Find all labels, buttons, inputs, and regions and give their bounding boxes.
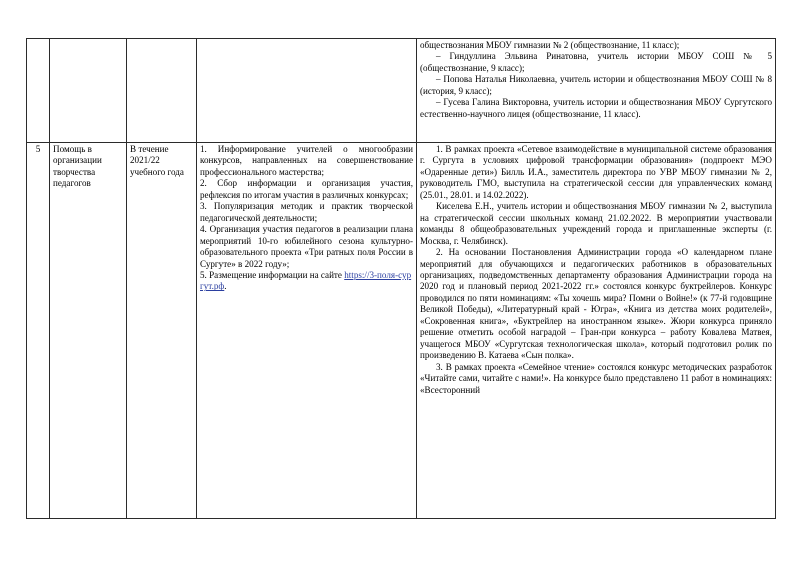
result-paragraph: Киселева Е.Н., учитель истории и обществознания МБОУ гимназии № 2, выступила на стратегической сессии школьных команд 21.02.2022. В мероприятии участвовали команды 8 общеобразовательных учреждений города и приглашенные эксперты (г. Москва, г. Челябинск). — [420, 201, 772, 246]
result-paragraph: – Гусева Галина Викторовна, учитель истории и обществознания МБОУ Сургутского естественно-научного лицея (обществознание, 11 класс). — [420, 97, 772, 119]
activity-paragraph: 3. Популяризация методик и практик творческой педагогической деятельности; — [200, 201, 413, 223]
cell-activity — [197, 39, 417, 143]
table-row — [27, 39, 776, 143]
cell-result — [417, 143, 776, 519]
result-paragraph: – Попова Наталья Николаевна, учитель истории и обществознания МБОУ СОШ № 8 (история, 9 класс); — [420, 74, 772, 96]
project-site-link[interactable]: https://3-поля-сургут.рф — [200, 269, 412, 292]
activity-paragraph: 4. Организация участия педагогов в реализации плана мероприятий 10-го юбилейного сезона культурно-образовательного проекта «Три ратных поля России в Сургуте» в 2022 году»; — [200, 224, 413, 269]
activity-paragraph-with-link — [200, 270, 413, 293]
result-paragraph: 2. На основании Постановления Администрации города «О календарном плане мероприятий для обучающихся и педагогических работников в образовательных организациях, подведомственных департаменту образования Администрации города на 2020 год и плановый период 2021-2022 гг.» состоялся конкурс буктрейлеров. Конкурс проводился по пяти номинациям: «Ты хочешь мира? Помни о Войне!» (к 77-й годовщине Великой Победы), «Литературный край - Югра», «Книга из детства моих родителей», «Сокровенная книга», «Буктрейлер на иностранном языке». Жюри конкурса приняло решение отметить особой наградой – Гран-при конкурса – работу Ковалева Матвея, учащегося МБОУ «Сургутская технологическая школа», который подготовил ролик по произведению В. Катаева «Сын полка». — [420, 247, 772, 361]
result-paragraph: – Гиндуллина Эльвина Ринатовна, учитель истории МБОУ СОШ № 5 (обществознание, 9 класс); — [420, 51, 772, 73]
activity-link-prefix: 5. Размещение информации на сайте — [200, 269, 345, 280]
cell-direction — [50, 39, 127, 143]
table-row — [27, 143, 776, 519]
cell-direction: Помощь в организации творчества педагогов — [50, 143, 127, 519]
result-paragraph: обществознания МБОУ гимназии № 2 (обществознание, 11 класс); — [420, 40, 680, 50]
cell-term — [127, 39, 197, 143]
cell-row-number: 5 — [27, 143, 50, 519]
cell-row-number — [27, 39, 50, 143]
cell-result — [417, 39, 776, 143]
activity-paragraph: 1. Информирование учителей о многообразии конкурсов, направленных на совершенствование профессионального мастерства; — [200, 144, 413, 177]
cell-term: В течение 2021/22 учебного года — [127, 143, 197, 519]
result-paragraph: 3. В рамках проекта «Семейное чтение» состоялся конкурс методических разработок «Читайте сами, читайте с нами!». На конкурсе было представлено 11 работ в номинациях: «Всесторонний — [420, 361, 772, 395]
result-paragraph: 1. В рамках проекта «Сетевое взаимодействие в муниципальной системе образования г. Сургута в условиях цифровой трансформации образования» (подпроект МЭО «Одаренные дети») Билль И.А., заместитель директора по УВР МБОУ гимназии № 2, руководитель ГМО, выступила на стратегической сессии для управленческих команд (25.01., 28.01. и 14.02.2022). — [420, 144, 772, 200]
cell-activity — [197, 143, 417, 519]
activity-paragraph: 2. Сбор информации и организация участия, рефлексия по итогам участия в различных конкурсах; — [200, 178, 413, 200]
activity-plan-table — [26, 38, 776, 519]
activity-link-suffix: . — [224, 281, 227, 292]
